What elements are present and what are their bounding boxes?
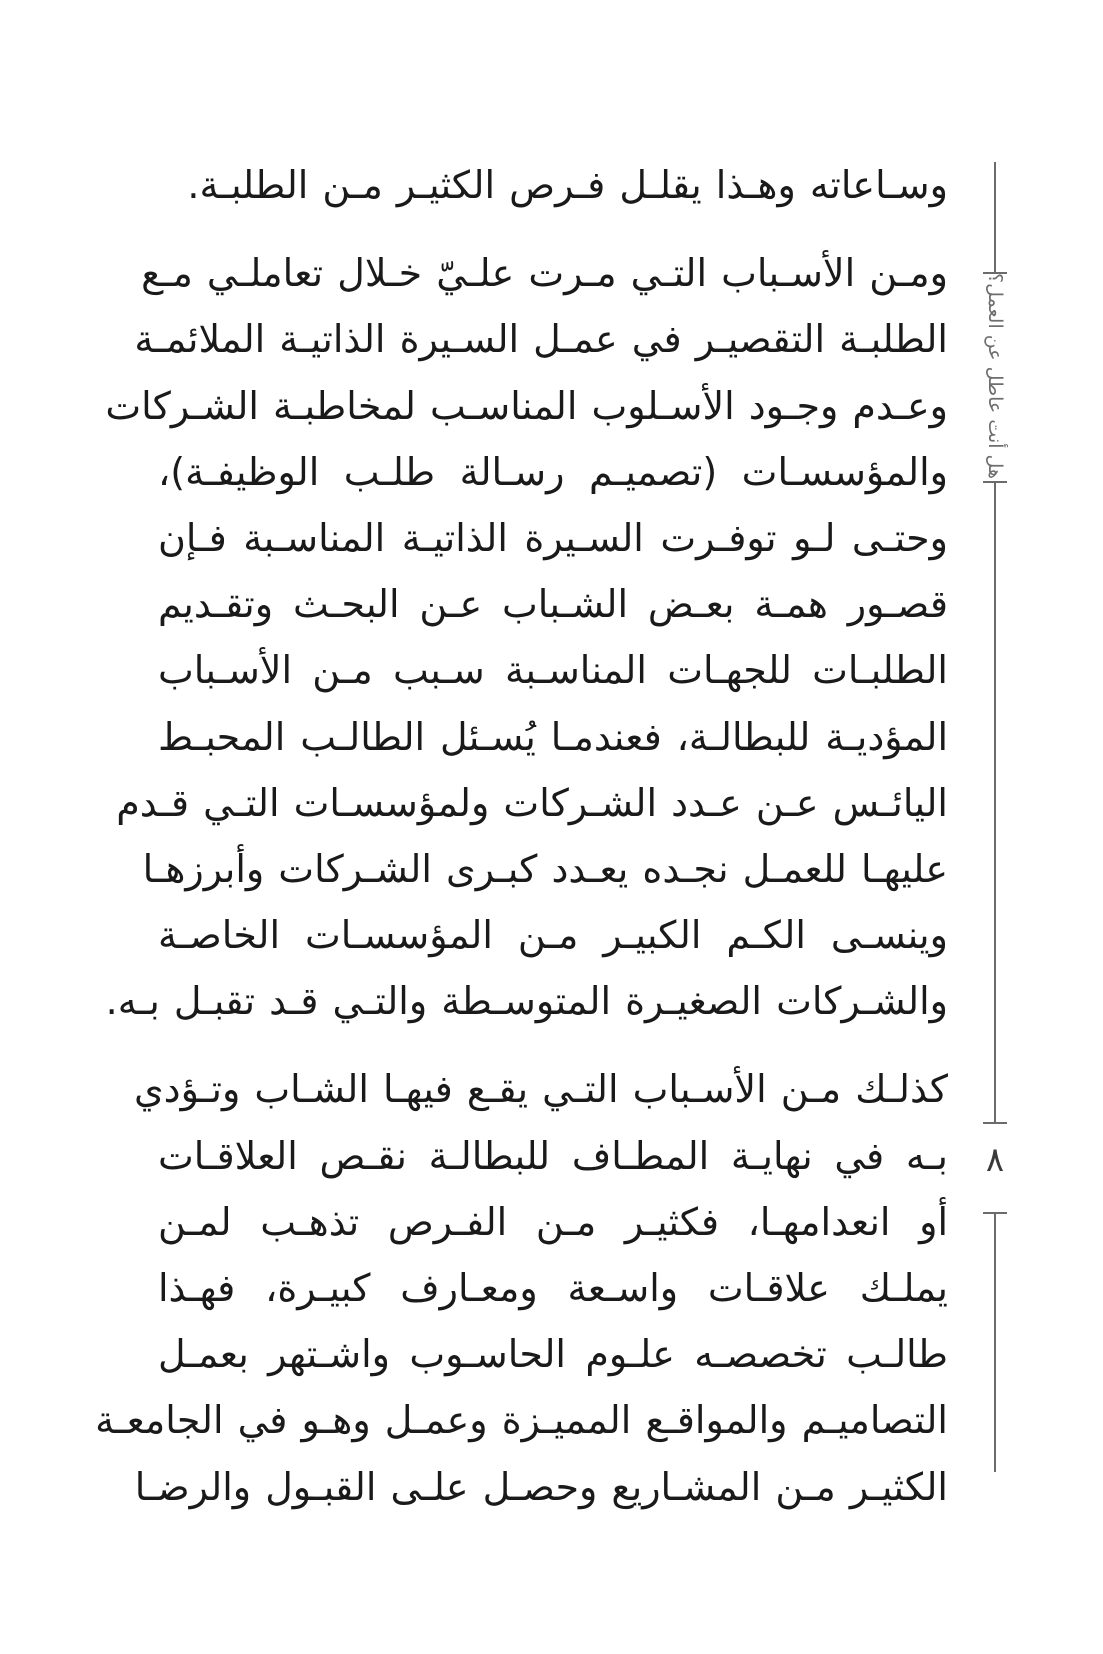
text-line: الكثيـر مـن المشـاريع وحصـل علـى القبـول والرضـا [134,1464,948,1509]
text-line: الطلبـة التقصيـر في عمـل السـيرة الذاتيـة الملائمـة [134,317,948,362]
body-text [95,152,948,1520]
text-line: المؤديـة للبطالـة، فعندمـا يُسـئل الطالـب المحبـط [158,714,948,759]
side-rule-bottom [994,1212,996,1472]
text-line: يملـك علاقـات واسـعة ومعـارف كبيـرة، فهـذا [158,1266,948,1310]
text-line: وعـدم وجـود الأسـلوب المناسـب لمخاطبـة الشـركات [105,383,948,428]
text-line: التصاميـم والمواقـع المميـزة وعمـل وهـو في الجامعـة [95,1398,948,1443]
text-line: كذلـك مـن الأسـباب التـي يقـع فيهـا الشـاب وتـؤدي [133,1067,948,1112]
text-line: قصـور همـة بعـض الشـباب عـن البحـث وتقـديم [158,582,948,627]
text-line: ومـن الأسـباب التـي مـرت علـيّ خـلال تعاملـي مـع [141,251,948,296]
text-line: وحتـى لـو توفـرت السـيرة الذاتيـة المناسـبة فـإن [158,515,948,560]
text-line: وسـاعاته وهـذا يقلـل فـرص الكثيـر مـن الطلبـة. [187,163,948,207]
paragraph [95,1056,948,1519]
side-rule-top [994,162,996,272]
text-line: والمؤسسـات (تصميـم رسـالة طلـب الوظيفـة)، [158,449,948,494]
paragraph [105,240,948,1034]
paragraph-gap [158,1034,948,1056]
page-number: ٨ [985,1140,1005,1180]
text-line: طالـب تخصصـه علـوم الحاسـوب واشـتهر بعمـل [158,1332,948,1377]
text-line: أو انعدامهـا، فكثيـر مـن الفـرص تذهـب لمـن [158,1199,948,1244]
text-line: الطلبـات للجهـات المناسـبة سـبب مـن الأسـباب [158,648,948,693]
running-title: هل أنت عاطل عن العمل؟ [984,273,1006,479]
text-line: وينسـى الكـم الكبيـر مـن المؤسسـات الخاصـة [158,913,948,958]
paragraph [158,152,948,218]
side-rule-middle [994,482,996,1122]
side-rule-tick [983,1122,1007,1124]
text-line: والشـركات الصغيـرة المتوسـطة والتـي قـد تقبـل بـه. [105,979,948,1024]
text-line: اليائـس عـن عـدد الشـركات ولمؤسسـات التـي قـدم [116,780,948,825]
paragraph-gap [158,218,948,240]
text-line: بـه في نهايـة المطـاف للبطالـة نقـص العلاقـات [158,1133,948,1178]
text-line: عليهـا للعمـل نجـده يعـدد كبـرى الشـركات وأبرزهـا [142,846,948,891]
